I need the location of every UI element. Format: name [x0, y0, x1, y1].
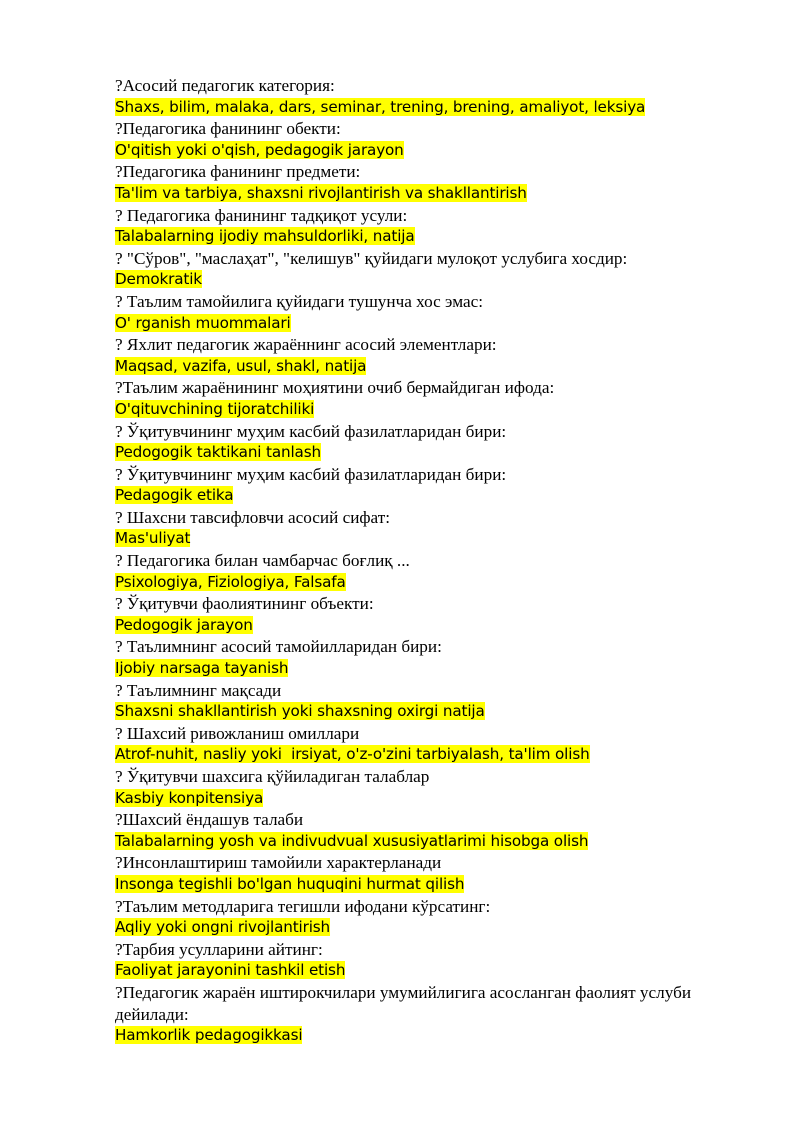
answer-line: [115, 399, 755, 421]
answer-line: [115, 744, 755, 766]
question-text: ? Шахсни тавсифловчи асосий сифат:: [115, 507, 391, 527]
answer-line: [115, 183, 755, 205]
answer-line: [115, 1025, 755, 1047]
question-text: ? Ўқитувчининг муҳим касбий фазилатларидан бири:: [115, 464, 507, 484]
qa-item: [115, 939, 755, 982]
qa-item: [115, 636, 755, 679]
answer-line: [115, 917, 755, 939]
question-text: ?Таълим жараёнининг моҳиятини очиб бермайдиган ифода:: [115, 378, 555, 398]
qa-item: [115, 507, 755, 550]
qa-item: [115, 161, 755, 204]
answer-line: [115, 831, 755, 853]
answer-text: Hamkorlik pedagogikkasi: [115, 1026, 303, 1045]
answer-text: Demokratik: [115, 270, 202, 289]
question-text: ?Шахсий ёндашув талаби: [115, 810, 304, 830]
qa-item: [115, 680, 755, 723]
question-text: ? "Сўров", "маслаҳат", "келишув" қуйидаги мулоқот услубига хосдир:: [115, 248, 628, 268]
qa-item: [115, 118, 755, 161]
answer-line: [115, 140, 755, 162]
question-text: ?Таълим методларига тегишли ифодани кўрсатинг:: [115, 896, 491, 916]
qa-item: [115, 896, 755, 939]
question-text: ? Ўқитувчининг муҳим касбий фазилатларидан бири:: [115, 421, 507, 441]
answer-line: [115, 528, 755, 550]
answer-line: [115, 226, 755, 248]
answer-text: Mas'uliyat: [115, 529, 191, 548]
qa-item: [115, 334, 755, 377]
answer-line: [115, 572, 755, 594]
question-text: ? Шахсий ривожланиш омиллари: [115, 723, 360, 743]
document-page: [115, 75, 755, 1047]
question-text: ?Педагогик жараён иштирокчилари умумийлигига асосланган фаолият услуби дейилади:: [115, 982, 696, 1024]
qa-item: [115, 248, 755, 291]
question-text: ? Таълимнинг мақсади: [115, 680, 282, 700]
answer-line: [115, 701, 755, 723]
qa-item: [115, 550, 755, 593]
answer-text: Pedagogik etika: [115, 486, 234, 505]
answer-text: Maqsad, vazifa, usul, shakl, natija: [115, 356, 367, 375]
qa-item: [115, 809, 755, 852]
answer-line: [115, 960, 755, 982]
question-text: ?Педагогика фанининг предмети:: [115, 162, 361, 182]
question-text: ?Педагогика фанининг обекти:: [115, 119, 341, 139]
answer-text: O'qitish yoki o'qish, pedagogik jarayon: [115, 140, 404, 159]
answer-text: Psixologiya, Fiziologiya, Falsafa: [115, 572, 346, 591]
answer-line: [115, 658, 755, 680]
qa-item: [115, 766, 755, 809]
answer-text: Shaxs, bilim, malaka, dars, seminar, trening, brening, amaliyot, leksiya: [115, 97, 646, 116]
answer-text: Atrof-nuhit, nasliy yoki irsiyat, o'z-o'zini tarbiyalash, ta'lim olish: [115, 745, 590, 764]
answer-line: [115, 313, 755, 335]
answer-text: O' rganish muommalari: [115, 313, 291, 332]
answer-line: [115, 485, 755, 507]
answer-text: Ta'lim va tarbiya, shaxsni rivojlantirish va shakllantirish: [115, 183, 527, 202]
answer-text: Aqliy yoki ongni rivojlantirish: [115, 918, 331, 937]
question-text: ? Яхлит педагогик жараённинг асосий элементлари:: [115, 335, 497, 355]
answer-line: [115, 788, 755, 810]
qa-item: [115, 852, 755, 895]
answer-line: [115, 615, 755, 637]
qa-item: [115, 593, 755, 636]
answer-text: O'qituvchining tijoratchiliki: [115, 399, 315, 418]
answer-text: Faoliyat jarayonini tashkil etish: [115, 961, 346, 980]
question-text: ? Ўқитувчи шахсига қўйиладиган талаблар: [115, 767, 430, 786]
qa-item: [115, 291, 755, 334]
answer-text: Insonga tegishli bo'lgan huquqini hurmat qilish: [115, 874, 465, 893]
qa-item: [115, 464, 755, 507]
answer-text: Talabalarning yosh va indivudvual xususiyatlarimi hisobga olish: [115, 831, 589, 850]
qa-item: [115, 377, 755, 420]
answer-text: Shaxsni shakllantirish yoki shaxsning oxirgi natija: [115, 702, 485, 721]
question-text: ?Инсонлаштириш тамойили характерланади: [115, 853, 442, 873]
question-text: ? Ўқитувчи фаолиятининг объекти:: [115, 594, 374, 614]
answer-text: Kasbiy konpitensiya: [115, 788, 264, 807]
question-text: ? Педагогика билан чамбарчас боғлиқ ...: [115, 551, 410, 571]
question-text: ?Асосий педагогик категория:: [115, 76, 335, 95]
answer-text: Pedogogik jarayon: [115, 615, 253, 634]
answer-line: [115, 442, 755, 464]
qa-item: [115, 982, 755, 1047]
qa-item: [115, 75, 755, 118]
question-text: ? Таълимнинг асосий тамойилларидан бири:: [115, 637, 442, 657]
answer-line: [115, 874, 755, 896]
answer-text: Talabalarning ijodiy mahsuldorliki, natija: [115, 227, 415, 246]
qa-item: [115, 205, 755, 248]
answer-text: Ijobiy narsaga tayanish: [115, 659, 289, 678]
qa-item: [115, 421, 755, 464]
answer-text: Pedogogik taktikani tanlash: [115, 443, 321, 462]
question-text: ? Педагогика фанининг тадқиқот усули:: [115, 205, 408, 225]
answer-line: [115, 97, 755, 119]
question-text: ?Тарбия усулларини айтинг:: [115, 939, 323, 959]
answer-line: [115, 269, 755, 291]
question-text: ? Таълим тамойилига қуйидаги тушунча хос эмас:: [115, 291, 484, 311]
answer-line: [115, 356, 755, 378]
qa-item: [115, 723, 755, 766]
